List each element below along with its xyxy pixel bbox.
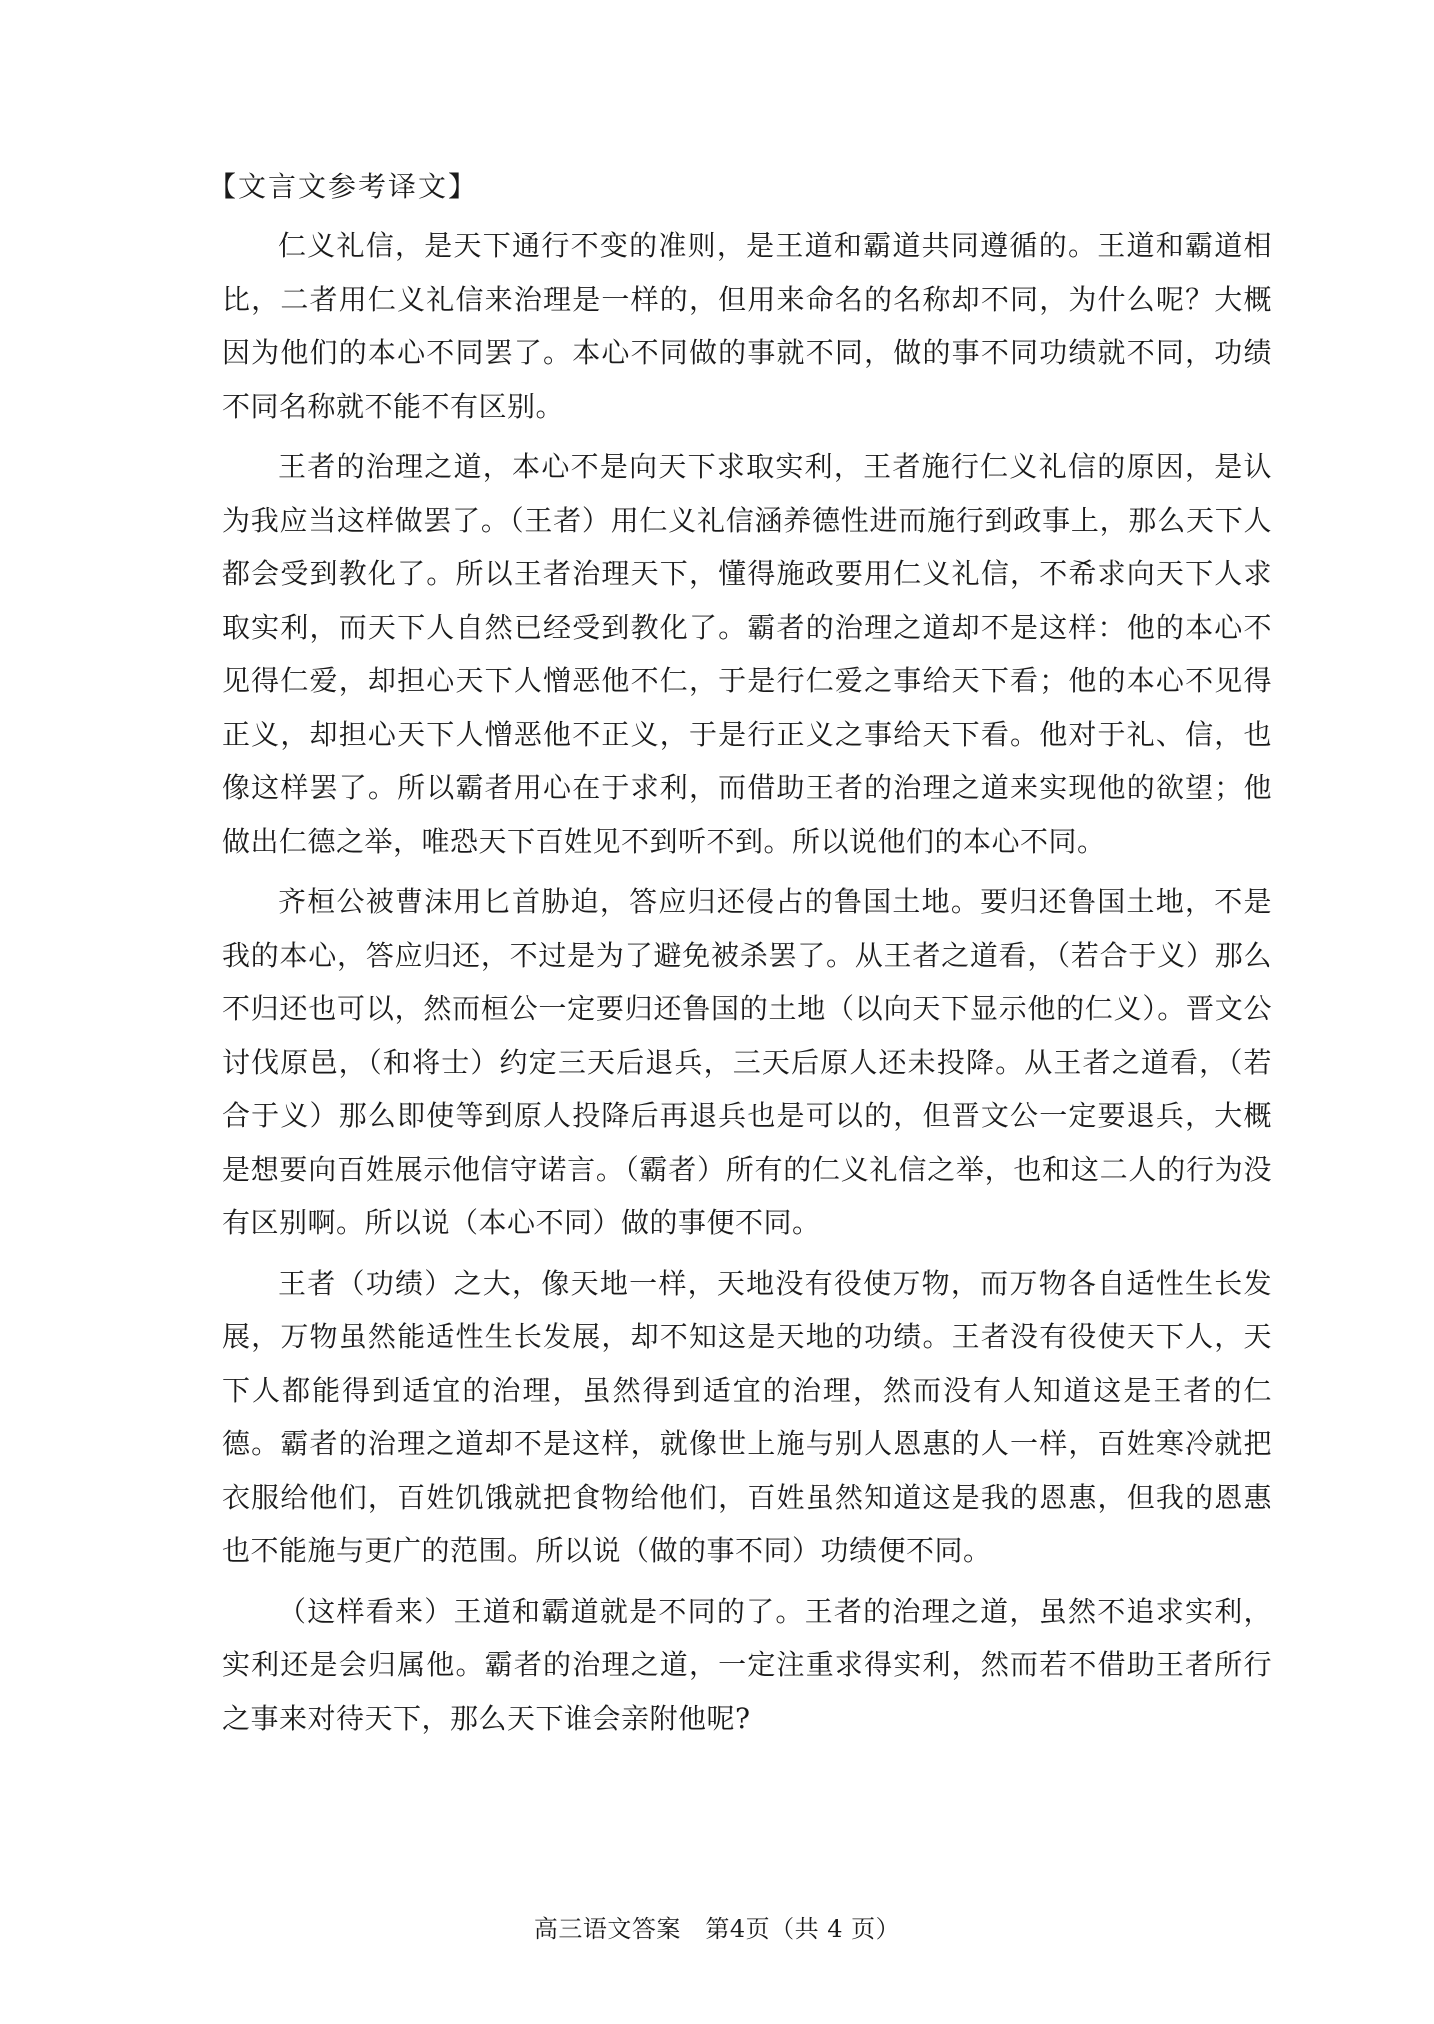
paragraph-5: （这样看来）王道和霸道就是不同的了。王者的治理之道，虽然不追求实利，实利还是会归属他。霸者的治理之道，一定注重求得实利，然而若不借助王者所行之事来对待天下，那么天下谁会亲附他呢? (222, 1594, 1272, 1735)
paragraph-2: 王者的治理之道，本心不是向天下求取实利，王者施行仁义礼信的原因，是认为我应当这样做罢了。（王者）用仁义礼信涵养德性进而施行到政事上，那么天下人都会受到教化了。所以王者治理天下，懂得施政要用仁义礼信，不希求向天下人求取实利，而天下人自然已经受到教化了。霸者的治理之道却不是这样：他的本心不见得仁爱，却担心天下人憎恶他不仁，于是行仁爱之事给天下看；他的本心不见得正义，却担心天下人憎恶他不正义，于是行正义之事给天下看。他对于礼、信，也像这样罢了。所以霸者用心在于求利，而借助王者的治理之道来实现他的欲望；他做出仁德之举，唯恐天下百姓见不到听不到。所以说他们的本心不同。 (222, 450, 1272, 858)
paragraph-1: 仁义礼信，是天下通行不变的准则，是王道和霸道共同遵循的。王道和霸道相比，二者用仁义礼信来治理是一样的，但用来命名的名称却不同，为什么呢？大概因为他们的本心不同罢了。本心不同做的事就不同，做的事不同功绩就不同，功绩不同名称就不能不有区别。 (222, 229, 1272, 423)
page-footer: 高三语文答案 第4页（共 4 页） (533, 1915, 901, 1943)
document-body (208, 162, 1272, 1752)
paragraph-3: 齐桓公被曹沫用匕首胁迫，答应归还侵占的鲁国土地。要归还鲁国土地，不是我的本心，答应归还，不过是为了避免被杀罢了。从王者之道看，（若合于义）那么不归还也可以，然而桓公一定要归还鲁国的土地（以向天下显示他的仁义）。晋文公讨伐原邑，（和将士）约定三天后退兵，三天后原人还未投降。从王者之道看，（若合于义）那么即使等到原人投降后再退兵也是可以的，但晋文公一定要退兵，大概是想要向百姓展示他信守诺言。（霸者）所有的仁义礼信之举，也和这二人的行为没有区别啊。所以说（本心不同）做的事便不同。 (222, 885, 1272, 1239)
section-heading: 【文言文参考译文】 (208, 170, 479, 203)
paragraph-4: 王者（功绩）之大，像天地一样，天地没有役使万物，而万物各自适性生长发展，万物虽然能适性生长发展，却不知这是天地的功绩。王者没有役使天下人，天下人都能得到适宜的治理，虽然得到适宜的治理，然而没有人知道这是王者的仁德。霸者的治理之道却不是这样，就像世上施与别人恩惠的人一样，百姓寒冷就把衣服给他们，百姓饥饿就把食物给他们，百姓虽然知道这是我的恩惠，但我的恩惠也不能施与更广的范围。所以说（做的事不同）功绩便不同。 (222, 1266, 1272, 1567)
